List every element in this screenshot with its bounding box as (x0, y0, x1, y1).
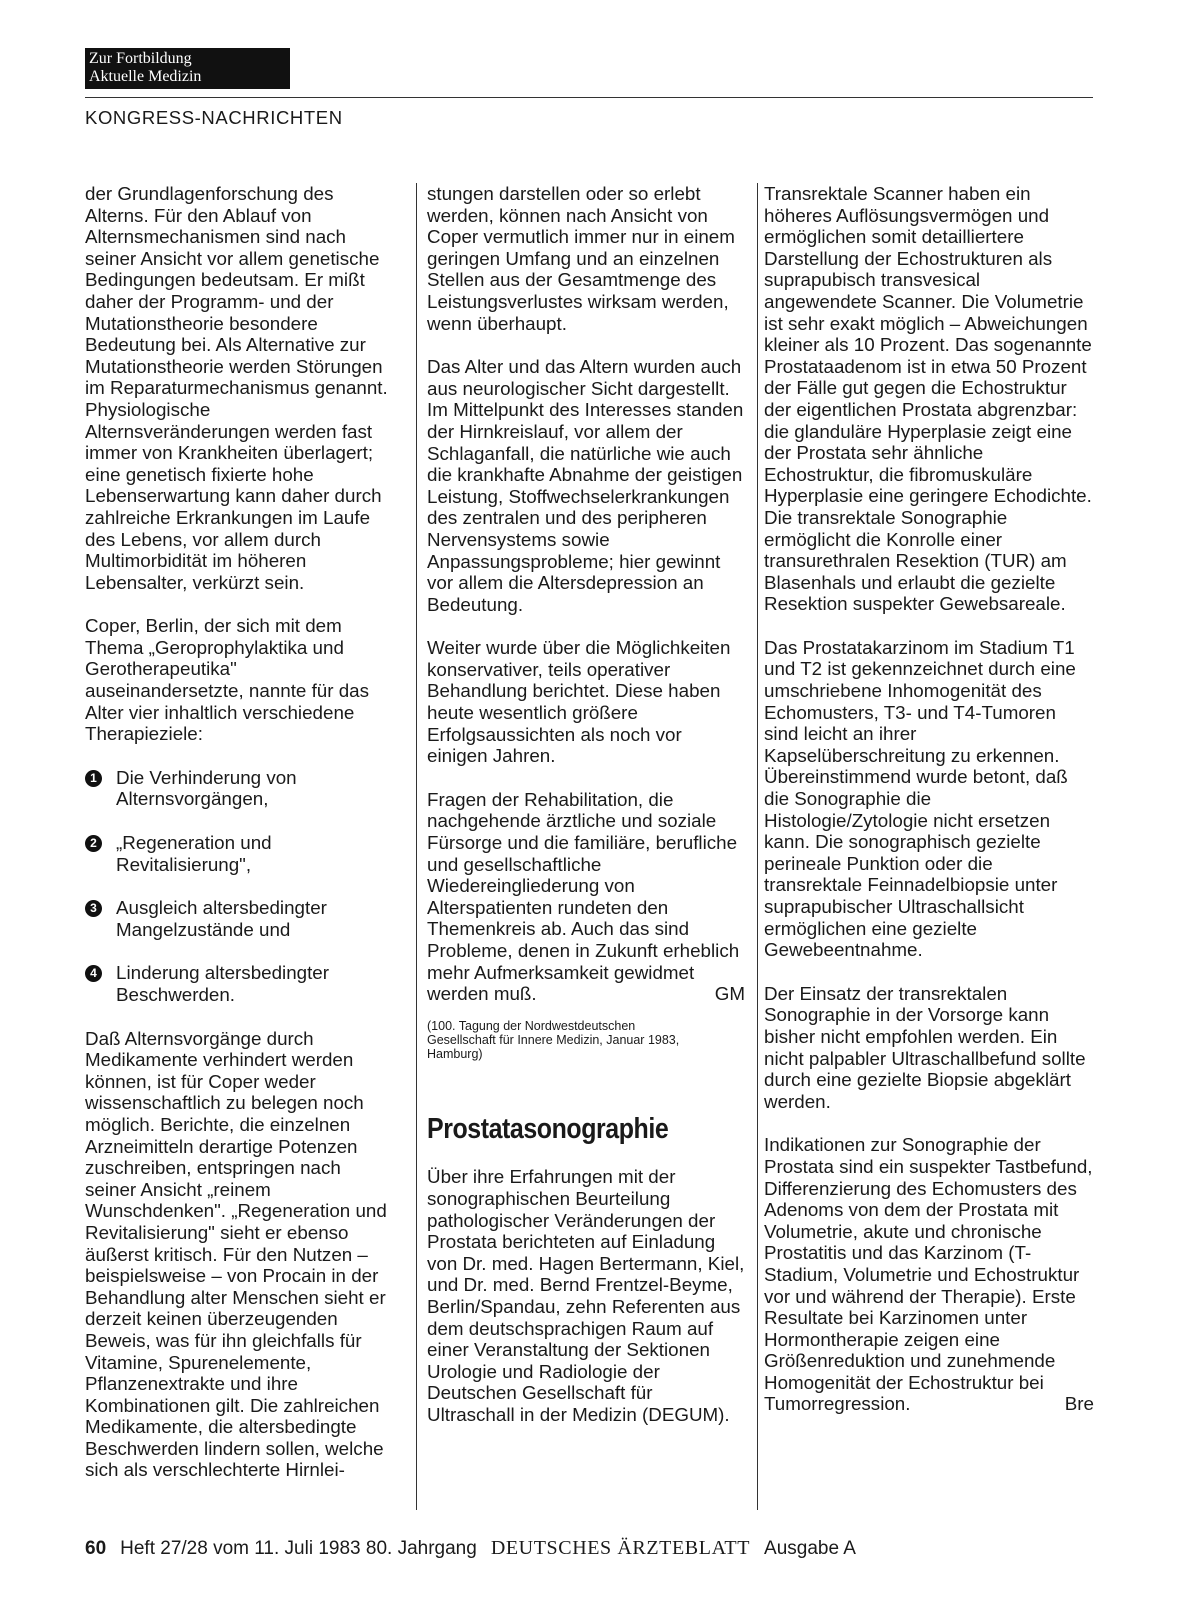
section-label: KONGRESS-NACHRICHTEN (85, 107, 343, 128)
issue-info: Heft 27/28 vom 11. Juli 1983 80. Jahrgang (120, 1538, 477, 1559)
therapy-goals-list (85, 767, 397, 1006)
edition-label: Ausgabe A (764, 1538, 856, 1559)
paragraph-with-signature (764, 1134, 1094, 1415)
rubric-line-2: Aktuelle Medizin (89, 68, 202, 85)
paragraph: Über ihre Erfahrungen mit der sonographischen Beurteilung pathologischer Veränderungen der Prostata berichteten auf Einladung von Dr. med. Hagen Bertermann, Kiel, und Dr. med. Bernd Frentzel-Beyme, Berlin/Spandau, zehn Referenten aus dem deutschsprachigen Raum auf einer Veranstaltung der Sektionen Urologie und Radiologie der Deutschen Gesellschaft für Ultraschall in der Medizin (DEGUM). (427, 1166, 745, 1425)
paragraph: Das Prostatakarzinom im Stadium T1 und T2 ist gekennzeichnet durch eine umschriebene Inhomogenität des Echomusters, T3- und T4-Tumoren sind leicht an ihrer Kapselüberschreitung zu erkennen. Übereinstimmend wurde betont, daß die Sonographie die Histologie/Zytologie nicht ersetzen kann. Die sonographisch gezielte perineale Punktion oder die transrektale Feinnadelbiopsie unter suprapubischer Ultraschallsicht ermöglichen eine gezielte Gewebeentnahme. (764, 636, 1076, 961)
author-signature: Bre (1064, 1393, 1094, 1415)
paragraph: Transrektale Scanner haben ein höheres Auflösungsvermögen und ermöglichen somit detailliertere Darstellung der Echostrukturen als suprapubisch transvesical angewendete Scanner. Die Volumetrie ist sehr exakt möglich – Abweichungen kleiner als 10 Prozent. Das sogenannte Prostataadenom ist in etwa 50 Prozent der Fälle gut gegen die Echostruktur der eigentlichen Prostata abgrenzbar: die glanduläre Hyperplasie zeigt eine der Prostata sehr ähnliche Echostruktur, die fibromuskuläre Hyperplasie eine geringere Echodichte. Die transrektale Sonographie ermöglicht die Konrolle einer transurethralen Resektion (TUR) am Blasenhals und erlaubt die gezielte Resektion suspekter Gewebsareale. (764, 183, 1092, 615)
list-item (85, 832, 397, 875)
paragraph: Das Alter und das Altern wurden auch aus neurologischer Sicht dargestellt. Im Mittelpunkt des Interesses standen der Hirnkreislauf, vor allem der Schlaganfall, die natürliche wie auch die krankhafte Abnahme der geistigen Leistung, Stoffwechselerkrankungen des zentralen und des peripheren Nervensystems sowie Anpassungsprobleme; hier gewinnt vor allem die Altersdepression an Bedeutung. (427, 356, 744, 615)
paragraph: Coper, Berlin, der sich mit dem Thema „Geroprophylaktika und Gerotherapeutika" auseinandersetzte, nannte für das Alter vier inhaltlich verschiedene Therapieziele: (85, 615, 370, 745)
column-3 (764, 183, 1094, 1437)
paragraph: stungen darstellen oder so erlebt werden, können nach Ansicht von Coper vermutlich immer nur in einem geringen Umfang und an einzelnen Stellen aus der Gesamtmenge des Leistungsverlustes wirksam werden, wenn überhaupt. (427, 183, 735, 334)
author-signature: GM (714, 983, 745, 1005)
paragraph: Der Einsatz der transrektalen Sonographie in der Vorsorge kann bisher nicht empfohlen werden. Ein nicht palpabler Ultraschallbefund sollte durch eine gezielte Biopsie abgeklärt werden. (764, 982, 1086, 1112)
rubric-box (85, 48, 290, 89)
page-footer (85, 1537, 856, 1560)
journal-name: DEUTSCHES ÄRZTEBLATT (490, 1537, 751, 1559)
page-number: 60 (85, 1538, 107, 1559)
number-badge: 4 (85, 965, 102, 982)
column-divider-1 (416, 183, 417, 1510)
number-badge: 2 (85, 835, 102, 852)
top-rule (85, 97, 1093, 98)
paragraph-with-signature (427, 789, 745, 1005)
paragraph: der Grundlagenforschung des Alterns. Für den Ablauf von Alternsmechanismen sind nach seiner Ansicht vor allem genetische Bedingungen bedeutsam. Er mißt daher der Programm- und der Mutationstheorie besondere Bedeutung bei. Als Alternative zur Mutationstheorie werden Störungen im Reparaturmechanismus genannt. Physiologische Alternsveränderungen werden fast immer von Krankheiten überlagert; eine genetisch fixierte hohe Lebenserwartung kann daher durch zahlreiche Erkrankungen im Laufe des Lebens, vor allem durch Multimorbidität im höheren Lebensalter, verkürzt sein. (85, 183, 388, 593)
column-divider-2 (757, 183, 758, 1510)
number-badge: 1 (85, 770, 102, 787)
rubric-line-1: Zur Fortbildung (89, 50, 192, 67)
paragraph: Weiter wurde über die Möglichkeiten konservativer, teils operativer Behandlung berichtet. Diese haben heute wesentlich größere Erfolgsaussichten als noch vor einigen Jahren. (427, 637, 731, 767)
paragraph-text: Indikationen zur Sonographie der Prostata sind ein suspekter Tastbefund, Differenzierung des Echomusters des Adenoms von dem der Prostata mit Volumetrie, akute und chronische Prostatitis und das Karzinom (T-Stadium, Volumetrie und Echostruktur vor und während der Therapie). Erste Resultate bei Karzinomen unter Hormontherapie zeigen eine Größenreduktion und zunehmende Homogenität der Echostruktur bei Tumorregression. (764, 1134, 1093, 1415)
source-note: (100. Tagung der Nordwestdeutschen Gesellschaft für Innere Medizin, Januar 1983, Hamburg) (427, 1018, 680, 1061)
paragraph: Daß Alternsvorgänge durch Medikamente verhindert werden können, ist für Coper weder wissenschaftlich zu belegen noch möglich. Berichte, die einzelnen Arzneimitteln derartige Potenzen zuschreiben, entspringen nach seiner Ansicht „reinem Wunschdenken". „Regeneration und Revitalisierung" sieht er ebenso äußerst kritisch. Für den Nutzen – beispielsweise – von Procain in der Behandlung alter Menschen sieht er derzeit keinen überzeugenden Beweis, was für ihn gleichfalls für Vitamine, Spurenelemente, Pflanzenextrakte und ihre Kombinationen gilt. Die zahlreichen Medikamente, die altersbedingte Beschwerden lindern sollen, welche sich als verschlechterte Hirnlei- (85, 1027, 387, 1481)
column-2 (427, 183, 745, 1448)
list-item (85, 897, 397, 940)
paragraph-text: Fragen der Rehabilitation, die nachgehende ärztliche und soziale Fürsorge und die familiäre, berufliche und gesellschaftliche Wiedereingliederung von Alterspatienten rundeten den Themenkreis ab. Auch das sind Probleme, denen in Zukunft erheblich mehr Aufmerksamkeit gewidmet werden muß. (427, 788, 740, 1005)
article-headline: Prostatasonographie (427, 1112, 669, 1145)
list-item-text: Ausgleich altersbedingter Mangelzustände und (116, 897, 327, 940)
list-item-text: „Regeneration und Revitalisierung", (116, 832, 272, 875)
list-item-text: Linderung altersbedingter Beschwerden. (116, 962, 330, 1005)
list-item-text: Die Verhinderung von Alternsvorgängen, (116, 766, 297, 810)
number-badge: 3 (85, 900, 102, 917)
list-item (85, 767, 397, 810)
list-item (85, 962, 397, 1005)
column-1 (85, 183, 397, 1503)
